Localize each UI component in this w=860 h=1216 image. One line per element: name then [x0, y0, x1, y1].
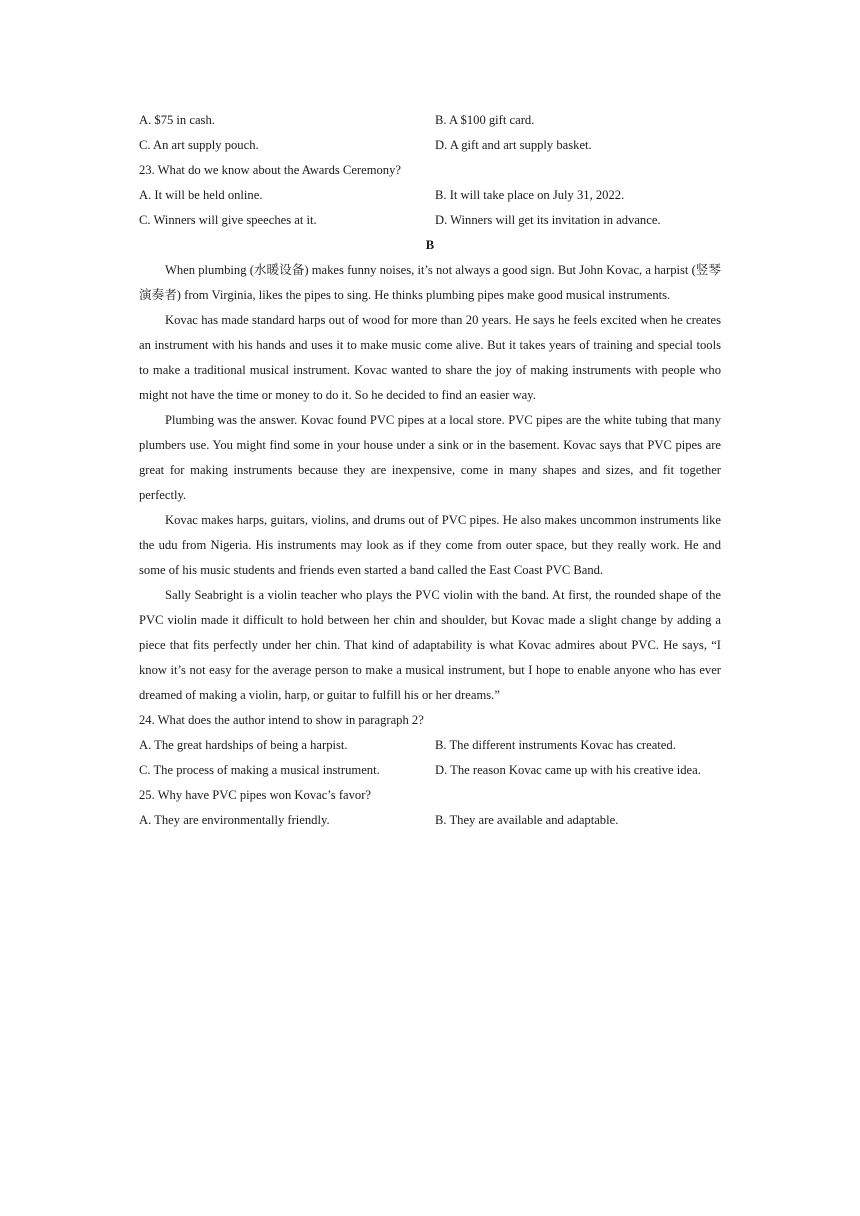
- q23-question: 23. What do we know about the Awards Ceremony?: [139, 163, 401, 177]
- q23-option-d: D. Winners will get its invitation in advance.: [435, 213, 661, 227]
- q23-option-b: B. It will take place on July 31, 2022.: [435, 188, 625, 202]
- passage-paragraph-3: Plumbing was the answer. Kovac found PVC pipes at a local store. PVC pipes are the white tubing that many plumbers use. You might find some in your house under a sink or in the basement. Kovac says that PVC pipes are great for making instruments because they are inexpensive, come in many shapes and sizes, and fit together perfectly.: [139, 413, 721, 502]
- q25-options-row-1: [139, 808, 721, 833]
- q23-option-a: A. It will be held online.: [139, 188, 263, 202]
- q24-option-d: D. The reason Kovac came up with his creative idea.: [435, 763, 701, 777]
- passage-paragraph-4: Kovac makes harps, guitars, violins, and drums out of PVC pipes. He also makes uncommon instruments like the udu from Nigeria. His instruments may look as if they come from outer space, but they really work. He and some of his music students and friends even started a band called the East Coast PVC Band.: [139, 513, 721, 577]
- q25-option-a: A. They are environmentally friendly.: [139, 813, 330, 827]
- q22-option-d: D. A gift and art supply basket.: [435, 138, 592, 152]
- q22-option-c: C. An art supply pouch.: [139, 138, 259, 152]
- q22-option-b: B. A $100 gift card.: [435, 113, 535, 127]
- q22-option-a: A. $75 in cash.: [139, 113, 215, 127]
- q25-option-b: B. They are available and adaptable.: [435, 813, 619, 827]
- passage-paragraph-2: Kovac has made standard harps out of wood for more than 20 years. He says he feels excited when he creates an instrument with his hands and uses it to make music come alive. But it takes years of training and special tools to make a traditional musical instrument. Kovac wanted to share the joy of making instruments with people who might not have the time or money to do it. So he decided to find an easier way.: [139, 313, 721, 402]
- q24-option-a: A. The great hardships of being a harpist.: [139, 738, 348, 752]
- q25-question: 25. Why have PVC pipes won Kovac’s favor?: [139, 788, 372, 802]
- passage-paragraph-1: When plumbing (水暖设备) makes funny noises, it’s not always a good sign. But John Kovac, a harpist (竖琴演奏者) from Virginia, likes the pipes to sing. He thinks plumbing pipes make good musical instruments.: [139, 263, 721, 302]
- q24-option-c: C. The process of making a musical instrument.: [139, 763, 380, 777]
- q24-options-row-1: [139, 733, 721, 758]
- section-heading: B: [425, 238, 435, 252]
- q22-options-row-1: [139, 108, 721, 133]
- q24-option-b: B. The different instruments Kovac has created.: [435, 738, 676, 752]
- q24-options-row-2: [139, 758, 721, 783]
- q23-option-c: C. Winners will give speeches at it.: [139, 213, 317, 227]
- q23-options-row-1: [139, 183, 721, 208]
- passage-paragraph-5: Sally Seabright is a violin teacher who plays the PVC violin with the band. At first, the rounded shape of the PVC violin made it difficult to hold between her chin and shoulder, but Kovac made a slight change by adding a piece that fits perfectly under her chin. That kind of adaptability is what Kovac admires about PVC. He says, “I know it’s not easy for the average person to make a musical instrument, but I hope to enable anyone who has ever dreamed of making a violin, harp, or guitar to fulfill his or her dreams.”: [139, 588, 721, 702]
- q22-options-row-2: [139, 133, 721, 158]
- exam-page: [139, 108, 721, 833]
- q23-options-row-2: [139, 208, 721, 233]
- q24-question: 24. What does the author intend to show in paragraph 2?: [139, 713, 424, 727]
